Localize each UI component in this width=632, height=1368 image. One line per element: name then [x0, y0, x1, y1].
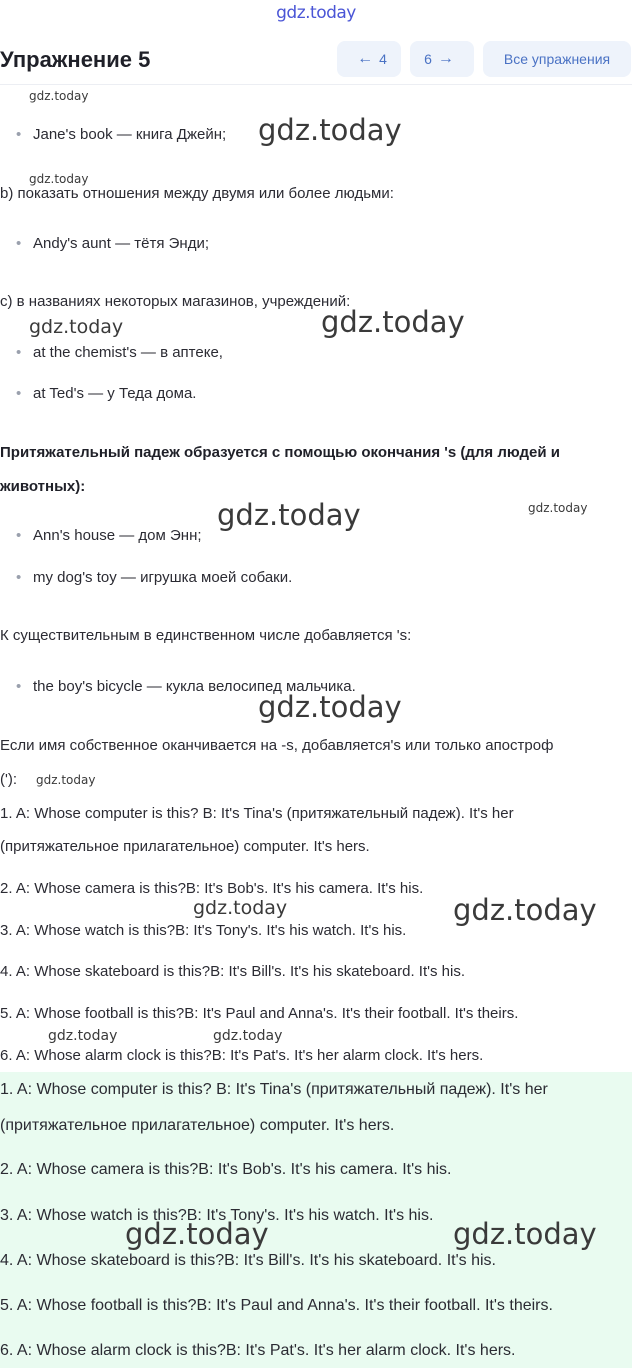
rule-text: ('): [0, 771, 18, 788]
rule-text: животных): [0, 478, 86, 495]
watermark: gdz.today [29, 172, 89, 186]
watermark: gdz.today [453, 1217, 597, 1251]
exercise-header [0, 38, 632, 85]
exercise-item: 6. A: Whose alarm clock is this?B: It's Pat's. It's her alarm clock. It's hers. [0, 1047, 484, 1064]
section-heading: b) показать отношения между двумя или более людьми: [0, 185, 394, 202]
answer-line: (притяжательное прилагательное) computer. It's hers. [0, 1117, 395, 1134]
watermark: gdz.today [528, 501, 588, 515]
list-item: at Ted's — у Теда дома. [33, 385, 197, 402]
next-exercise-button[interactable] [410, 41, 474, 77]
prev-exercise-button[interactable] [337, 41, 401, 77]
next-exercise-label: 6 [424, 51, 432, 67]
bullet-dot: • [16, 126, 22, 143]
watermark: gdz.today [258, 113, 402, 147]
watermark: gdz.today [321, 305, 465, 339]
list-item: Jane's book — книга Джейн; [33, 126, 227, 143]
bullet-dot: • [16, 235, 22, 252]
exercise-item: 3. A: Whose watch is this?B: It's Tony's. It's his watch. It's his. [0, 922, 407, 939]
list-item: the boy's bicycle — кукла велосипед мальчика. [33, 678, 356, 695]
list-item: Andy's aunt — тётя Энди; [33, 235, 209, 252]
arrow-left-icon: ← [357, 50, 374, 67]
exercise-item: 5. A: Whose football is this?B: It's Paul and Anna's. It's their football. It's theirs. [0, 1005, 519, 1022]
answer-line: 2. A: Whose camera is this?B: It's Bob's. It's his camera. It's his. [0, 1161, 452, 1178]
list-item: at the chemist's — в аптеке, [33, 344, 223, 361]
rule-text: Притяжательный падеж образуется с помощью окончания 's (для людей и [0, 444, 560, 461]
list-item: Ann's house — дом Энн; [33, 527, 202, 544]
watermark: gdz.today [193, 897, 288, 919]
watermark: gdz.today [217, 498, 361, 532]
prev-exercise-label: 4 [379, 51, 387, 67]
bullet-dot: • [16, 527, 22, 544]
answer-line: 1. A: Whose computer is this? B: It's Tina's (притяжательный падеж). It's her [0, 1081, 548, 1098]
bullet-dot: • [16, 569, 22, 586]
rule-text: К существительным в единственном числе добавляется 's: [0, 627, 412, 644]
exercise-item: 4. A: Whose skateboard is this?B: It's Bill's. It's his skateboard. It's his. [0, 963, 465, 980]
site-logo[interactable]: gdz.today [276, 3, 356, 23]
answer-line: 3. A: Whose watch is this?B: It's Tony's. It's his watch. It's his. [0, 1207, 434, 1224]
watermark: gdz.today [125, 1217, 269, 1251]
answer-line: 5. A: Whose football is this?B: It's Paul and Anna's. It's their football. It's theirs. [0, 1297, 553, 1314]
arrow-right-icon: → [437, 50, 454, 67]
watermark: gdz.today [29, 316, 124, 338]
watermark: gdz.today [36, 773, 96, 787]
exercise-item: (притяжательное прилагательное) computer. It's hers. [0, 838, 370, 855]
answer-line: 4. A: Whose skateboard is this?B: It's Bill's. It's his skateboard. It's his. [0, 1252, 496, 1269]
exercise-item: 2. A: Whose camera is this?B: It's Bob's. It's his camera. It's his. [0, 880, 424, 897]
watermark: gdz.today [453, 893, 597, 927]
watermark: gdz.today [258, 690, 402, 724]
watermark: gdz.today [48, 1028, 118, 1044]
list-item: my dog's toy — игрушка моей собаки. [33, 569, 293, 586]
page-title: Упражнение 5 [0, 47, 151, 72]
bullet-dot: • [16, 678, 22, 695]
bullet-dot: • [16, 385, 22, 402]
watermark: gdz.today [29, 89, 89, 103]
answer-line: 6. A: Whose alarm clock is this?B: It's Pat's. It's her alarm clock. It's hers. [0, 1342, 516, 1359]
section-heading: c) в названиях некоторых магазинов, учреждений: [0, 293, 351, 310]
watermark: gdz.today [213, 1028, 283, 1044]
all-exercises-button[interactable]: Все упражнения [483, 41, 631, 77]
exercise-item: 1. A: Whose computer is this? B: It's Tina's (притяжательный падеж). It's her [0, 805, 514, 822]
bullet-dot: • [16, 344, 22, 361]
rule-text: Если имя собственное оканчивается на -s, добавляется's или только апостроф [0, 737, 554, 754]
